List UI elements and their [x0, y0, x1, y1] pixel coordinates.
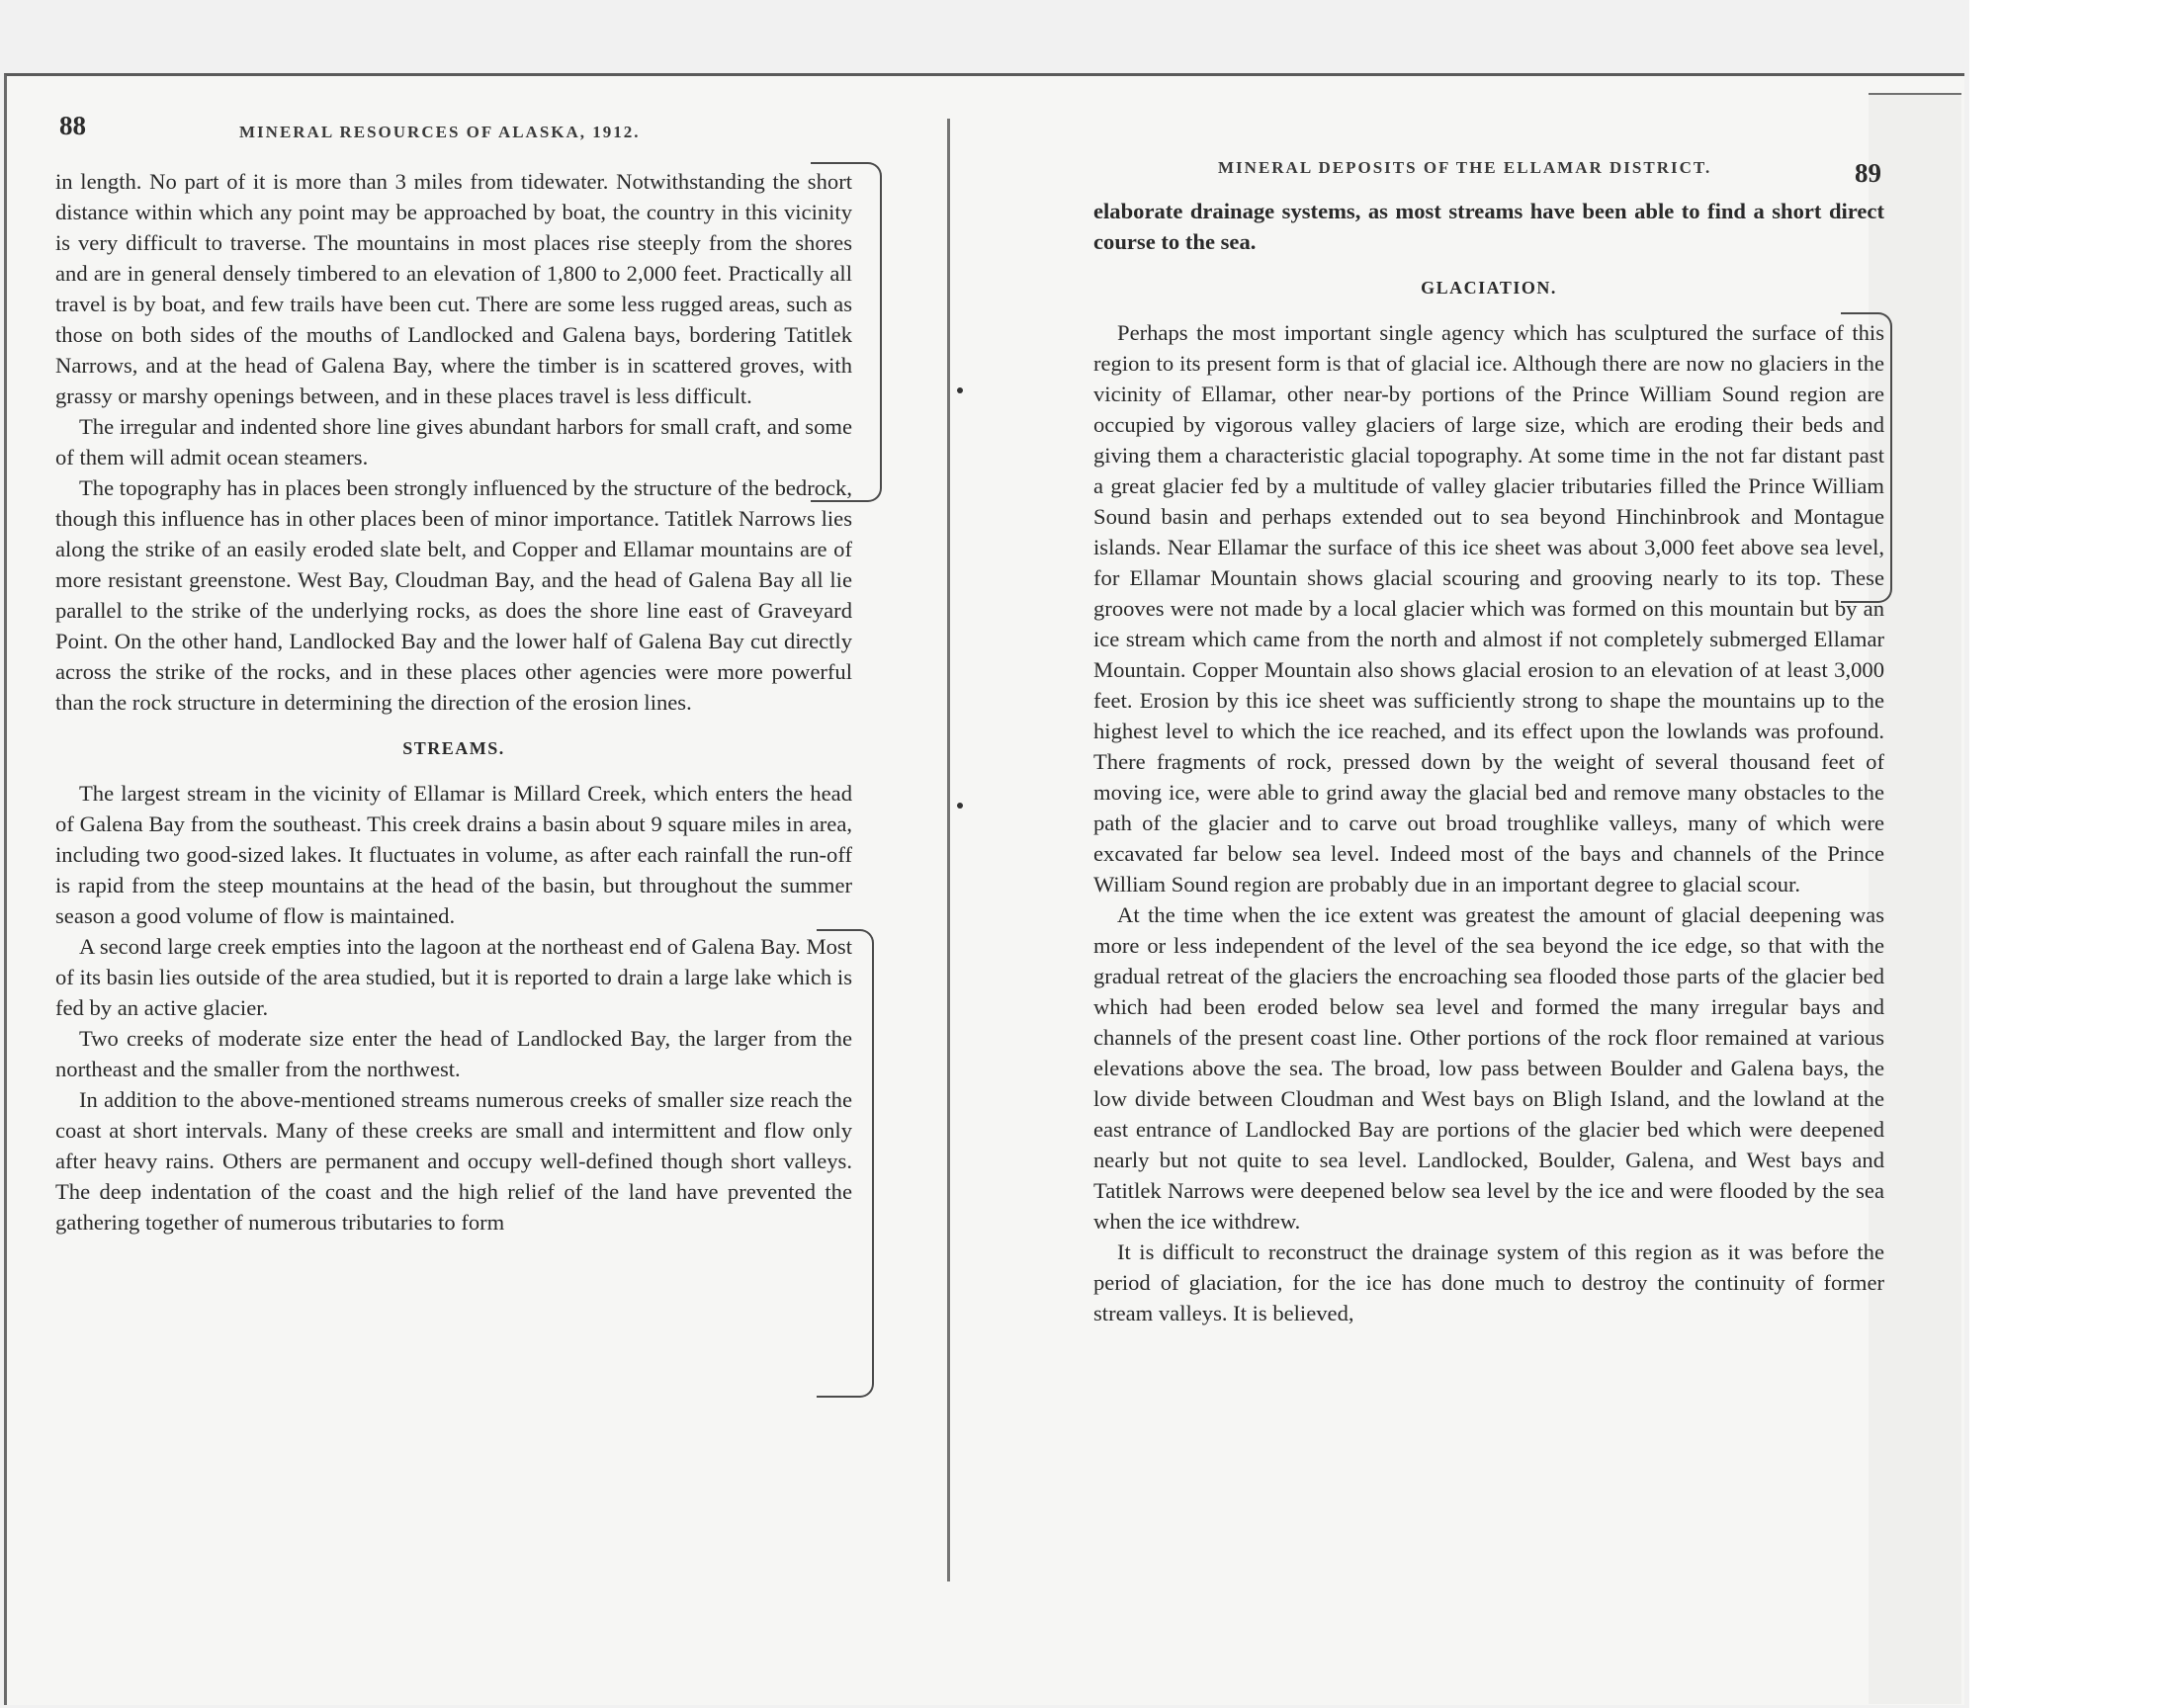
paragraph: The irregular and indented shore line gives abundant harbors for small craft, and some of them will admit ocean steamers.	[55, 414, 852, 470]
paragraph: At the time when the ice extent was greatest the amount of glacial deepening was more or less independent of the level of the sea beyond the ice edge, so that with the gradual retreat of the glaciers the encroaching sea flooded those parts of the glacier bed which had been eroded below sea level and formed the many irregular bays and channels of the present coast line. Other portions of the rock floor remained at various elevations above the sea. The broad, low pass between Boulder and Galena bays, the low divide between Cloudman and West bays on Bligh Island, and the lowland at the east entrance of Landlocked Bay are portions of the glacier bed which were deepened nearly but not quite to sea level. Landlocked, Boulder, Galena, and West bays and Tatitlek Narrows were deepened below sea level by the ice and were flooded by the sea when the ice withdrew.	[1093, 902, 1884, 1234]
gutter-line	[947, 119, 950, 1581]
paragraph: in length. No part of it is more than 3 miles from tidewater. Notwithstanding the short distance within which any point may be approached by boat, the country in this vicinity is very difficult to traverse. The mountains in most places rise steeply from the shores and are in general densely timbered to an elevation of 1,800 to 2,000 feet. Practically all travel is by boat, and few trails have been cut. There are some less rugged areas, such as those on both sides of the mouths of Landlocked and Galena bays, bordering Tatitlek Narrows, and at the head of Galena Bay, where the timber is in scattered groves, with grassy or marshy openings between, and in these places travel is less difficult.	[55, 169, 852, 408]
paragraph: The largest stream in the vicinity of Ellamar is Millard Creek, which enters the head of Galena Bay from the southeast. This creek drains a basin about 9 square miles in area, including two good-sized lakes. It fluctuates in volume, as after each rainfall the run-off is rapid from the steep mountains at the head of the basin, but throughout the summer season a good volume of flow is maintained.	[55, 781, 852, 928]
running-head-left: MINERAL RESOURCES OF ALASKA, 1912.	[239, 123, 641, 141]
page-number-right: 89	[1855, 158, 1881, 188]
margin-bracket	[811, 162, 882, 502]
paragraph: elaborate drainage systems, as most streams have been able to find a short direct course to the sea.	[1093, 199, 1884, 254]
paragraph: Perhaps the most important single agency which has sculptured the surface of this region to its present form is that of glacial ice. Although there are now no glaciers in the vicinity of Ellamar, other near-by portions of the Prince William Sound region are occupied by vigorous valley glaciers of large size, which are eroding their beds and giving them a characteristic glacial topography. At some time in the not far distant past a great glacier fed by a multitude of valley glacier tributaries filled the Prince William Sound basin and perhaps extended out to sea beyond Hinchinbrook and Montague islands. Near Ellamar the surface of this ice sheet was about 3,000 feet above sea level, for Ellamar Mountain shows glacial scouring and grooving nearly to its top. These grooves were not made by a local glacier which was formed on this mountain but by an ice stream which came from the north and almost if not completely submerged Ellamar Mountain. Copper Mountain also shows glacial erosion to an elevation of at least 3,000 feet. Erosion by this ice sheet was sufficiently strong to shape the mountains up to the highest level to which the ice reached, and its effect upon the lowlands was profound. There fragments of rock, pressed down by the weight of several thousand feet of moving ice, were able to grind away the glacial bed and remove many obstacles to the path of the glacier and to carve out broad troughlike valleys, many of which were excavated far below sea level. Indeed most of the bays and channels of the Prince William Sound region are probably due in an important degree to glacial scour.	[1093, 320, 1884, 897]
section-heading-streams: STREAMS.	[402, 738, 505, 758]
paragraph: The topography has in places been strongly influenced by the structure of the bedrock, though this influence has in other places been of minor importance. Tatitlek Narrows lies along the strike of an easily eroded slate belt, and Copper and Ellamar mountains are of more resistant greenstone. West Bay, Cloudman Bay, and the head of Galena Bay all lie parallel to the strike of the underlying rocks, as does the shore line east of Graveyard Point. On the other hand, Landlocked Bay and the lower half of Galena Bay cut directly across the strike of the rocks, and in these places other agencies were more powerful than the rock structure in determining the direction of the erosion lines.	[55, 475, 852, 715]
page-number-left: 88	[59, 111, 86, 140]
margin-bracket	[1841, 312, 1892, 603]
paragraph: It is difficult to reconstruct the drainage system of this region as it was before the period of glaciation, for the ice has done much to destroy the continuity of former stream valleys. It is believed,	[1093, 1239, 1884, 1325]
left-page-text	[55, 166, 852, 1238]
ink-dot	[957, 803, 963, 809]
section-heading-glaciation: GLACIATION.	[1421, 278, 1557, 298]
paragraph: A second large creek empties into the lagoon at the northeast end of Galena Bay. Most of its basin lies outside of the area studied, but it is reported to drain a large lake which is fed by an active glacier.	[55, 934, 852, 1020]
margin-bracket	[817, 929, 874, 1398]
running-head-right: MINERAL DEPOSITS OF THE ELLAMAR DISTRICT.	[1218, 158, 1712, 177]
right-page-text	[1093, 196, 1884, 1328]
ink-dot	[957, 387, 963, 393]
paragraph: Two creeks of moderate size enter the head of Landlocked Bay, the larger from the northeast and the smaller from the northwest.	[55, 1026, 852, 1081]
paragraph: In addition to the above-mentioned streams numerous creeks of smaller size reach the coast at short intervals. Many of these creeks are small and intermittent and flow only after heavy rains. Others are permanent and occupy well-defined though short valleys. The deep indentation of the coast and the high relief of the land have prevented the gathering together of numerous tributaries to form	[55, 1087, 852, 1235]
